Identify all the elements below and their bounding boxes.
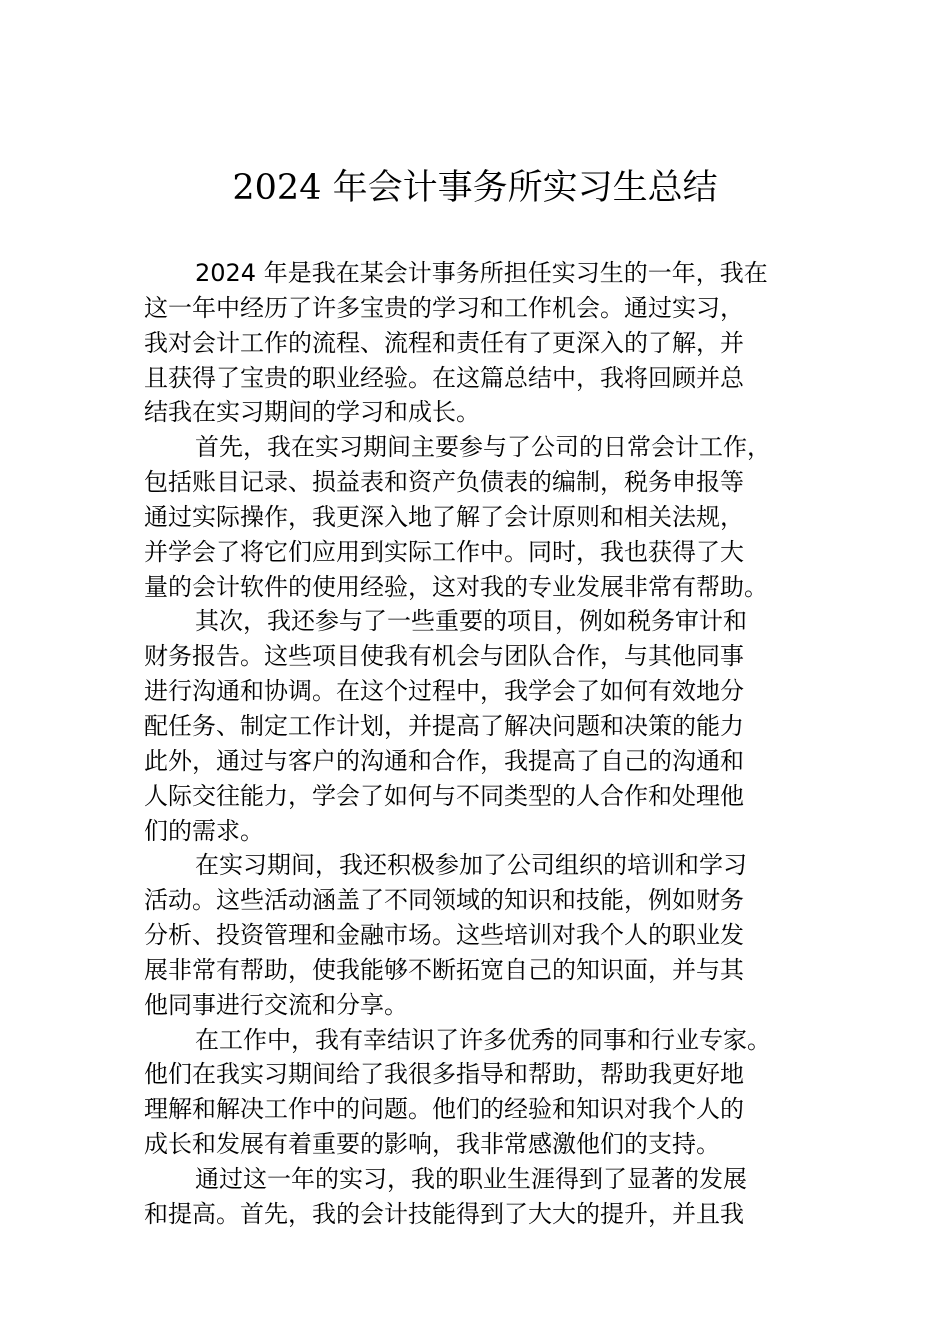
- paragraph-line: 进行沟通和协调。在这个过程中，我学会了如何有效地分: [144, 677, 744, 706]
- paragraph-line: 包括账目记录、损益表和资产负债表的编制，税务申报等: [144, 468, 744, 497]
- paragraph-line: 活动。这些活动涵盖了不同领域的知识和技能，例如财务: [144, 886, 744, 915]
- paragraph-2: [144, 430, 810, 604]
- paragraph-line: 展非常有帮助，使我能够不断拓宽自己的知识面，并与其: [144, 955, 744, 984]
- paragraph-6: [144, 1162, 810, 1232]
- paragraph-line: 此外，通过与客户的沟通和合作，我提高了自己的沟通和: [144, 746, 744, 775]
- paragraph-line: 人际交往能力，学会了如何与不同类型的人合作和处理他: [144, 781, 744, 810]
- paragraph-line: 在工作中，我有幸结识了许多优秀的同事和行业专家。: [195, 1025, 771, 1054]
- paragraph-4: [144, 848, 810, 1022]
- paragraph-5: [144, 1023, 810, 1162]
- paragraph-line: 通过实际操作，我更深入地了解了会计原则和相关法规，: [144, 502, 744, 531]
- paragraph-line: 首先，我在实习期间主要参与了公司的日常会计工作，: [195, 433, 771, 462]
- paragraph-line: 配任务、制定工作计划，并提高了解决问题和决策的能力: [144, 711, 744, 740]
- paragraph-line: 结我在实习期间的学习和成长。: [144, 398, 480, 427]
- paragraph-line: 他同事进行交流和分享。: [144, 990, 408, 1019]
- paragraph-line: 他们在我实习期间给了我很多指导和帮助，帮助我更好地: [144, 1060, 744, 1089]
- paragraph-line: 我对会计工作的流程、流程和责任有了更深入的了解，并: [144, 328, 744, 357]
- paragraph-line: 量的会计软件的使用经验，这对我的专业发展非常有帮助。: [144, 572, 768, 601]
- paragraph-line: 财务报告。这些项目使我有机会与团队合作，与其他同事: [144, 642, 744, 671]
- paragraph-line: 在实习期间，我还积极参加了公司组织的培训和学习: [195, 851, 747, 880]
- paragraph-line: 通过这一年的实习，我的职业生涯得到了显著的发展: [195, 1164, 747, 1193]
- paragraph-line: 们的需求。: [144, 816, 264, 845]
- document-body: [144, 256, 810, 1232]
- paragraph-line: 这一年中经历了许多宝贵的学习和工作机会。通过实习，: [144, 293, 744, 322]
- paragraph-line: 和提高。首先，我的会计技能得到了大大的提升，并且我: [144, 1199, 744, 1228]
- paragraph-line: 2024 年是我在某会计事务所担任实习生的一年，我在: [195, 259, 768, 287]
- document-title: 2024 年会计事务所实习生总结: [232, 168, 718, 208]
- paragraph-line: 分析、投资管理和金融市场。这些培训对我个人的职业发: [144, 921, 744, 950]
- paragraph-3: [144, 604, 810, 848]
- paragraph-line: 其次，我还参与了一些重要的项目，例如税务审计和: [195, 607, 747, 636]
- paragraph-line: 成长和发展有着重要的影响，我非常感激他们的支持。: [144, 1130, 720, 1159]
- paragraph-1: [144, 256, 810, 430]
- paragraph-line: 理解和解决工作中的问题。他们的经验和知识对我个人的: [144, 1095, 744, 1124]
- paragraph-line: 并学会了将它们应用到实际工作中。同时，我也获得了大: [144, 537, 744, 566]
- paragraph-line: 且获得了宝贵的职业经验。在这篇总结中，我将回顾并总: [144, 363, 744, 392]
